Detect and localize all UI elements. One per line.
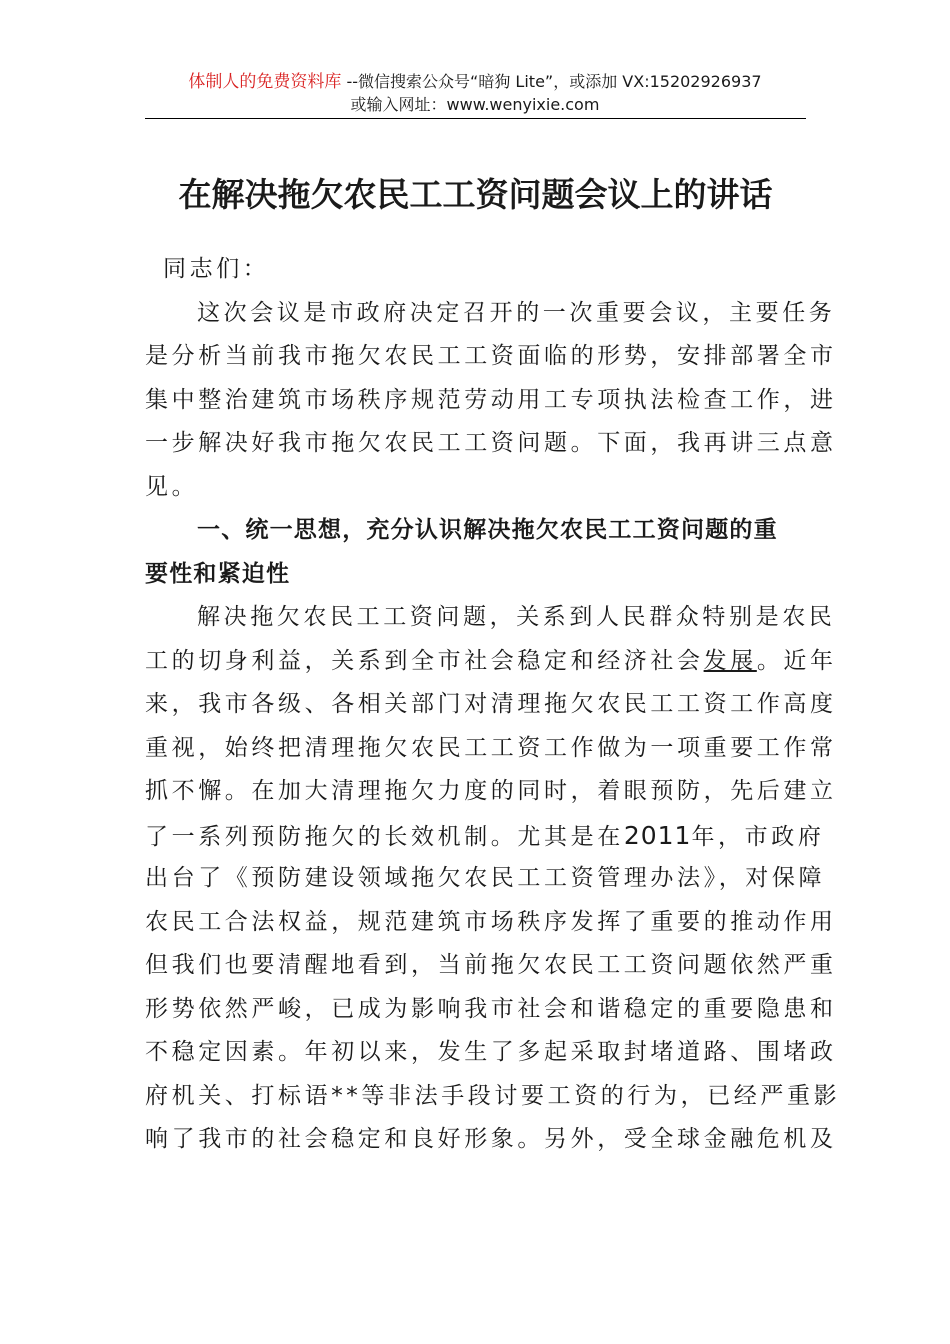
paragraph-1-line: 集中整治建筑市场秩序规范劳动用工专项执法检查工作，进 bbox=[145, 386, 837, 413]
paragraph-2-text: 。近年 bbox=[756, 647, 837, 674]
promo-text: --微信搜索公众号“暗狗 Lite”，或添加 VX:15202926937 bbox=[341, 72, 762, 91]
paragraph-1-line: 是分析当前我市拖欠农民工工资面临的形势，安排部署全市 bbox=[145, 343, 837, 369]
promo-header-line bbox=[145, 70, 805, 94]
paragraph-2-line: 抓不懈。在加大清理拖欠力度的同时，着眼预防，先后建立 bbox=[145, 778, 837, 804]
paragraph-2-line bbox=[145, 640, 837, 684]
paragraph-2-text: 工的切身利益，关系到全市社会稳定和经济社会 bbox=[145, 647, 704, 674]
paragraph-2-text: 了一系列预防拖欠的长效机制。尤其是在 bbox=[145, 823, 624, 850]
paragraph-2-line: 但我们也要清醒地看到，当前拖欠农民工工资问题依然严重 bbox=[145, 952, 837, 978]
paragraph-1-line: 见。 bbox=[145, 473, 199, 500]
paragraph-2-line: 农民工合法权益，规范建筑市场秩序发挥了重要的推动作用 bbox=[145, 908, 837, 935]
paragraph-1-line: 这次会议是市政府决定召开的一次重要会议，主要任务 bbox=[197, 299, 836, 326]
paragraph-2-line: 重视，始终把清理拖欠农民工工资工作做为一项重要工作常 bbox=[145, 734, 837, 761]
year-number: 2011 bbox=[623, 820, 692, 850]
paragraph-2-line: 解决拖欠农民工工资问题，关系到人民群众特别是农民 bbox=[197, 604, 836, 630]
header-divider bbox=[145, 118, 806, 119]
development-link[interactable]: 发展 bbox=[703, 647, 757, 674]
paragraph-2-line: 来，我市各级、各相关部门对清理拖欠农民工工资工作高度 bbox=[145, 691, 837, 717]
paragraph-2-line: 形势依然严峻，已成为影响我市社会和谐稳定的重要隐患和 bbox=[145, 995, 837, 1022]
paragraph-2-line: 府机关、打标语**等非法手段讨要工资的行为，已经严重影 bbox=[145, 1082, 841, 1109]
promo-url: 或输入网址：www.wenyixie.com bbox=[350, 95, 600, 114]
promo-header bbox=[145, 70, 805, 116]
paragraph-2-text: 年，市政府 bbox=[691, 823, 825, 850]
section-heading-1-cont: 要性和紧迫性 bbox=[145, 560, 291, 587]
paragraph-1-line: 一步解决好我市拖欠农民工工资问题。下面，我再讲三点意 bbox=[145, 430, 837, 456]
document-body bbox=[145, 248, 841, 1162]
section-heading-1: 一、统一思想，充分认识解决拖欠农民工工资问题的重 bbox=[197, 517, 778, 543]
paragraph-2-line: 不稳定因素。年初以来，发生了多起采取封堵道路、围堵政 bbox=[145, 1039, 837, 1065]
promo-brand: 体制人的免费资料库 bbox=[188, 72, 342, 92]
salutation: 同志们： bbox=[163, 256, 270, 282]
paragraph-2-line: 出台了《预防建设领域拖欠农民工工资管理办法》，对保障 bbox=[145, 865, 826, 891]
document-title: 在解决拖欠农民工工资问题会议上的讲话 bbox=[178, 175, 773, 214]
paragraph-2-line: 响了我市的社会稳定和良好形象。另外，受全球金融危机及 bbox=[145, 1126, 837, 1152]
paragraph-2-line bbox=[145, 814, 825, 858]
